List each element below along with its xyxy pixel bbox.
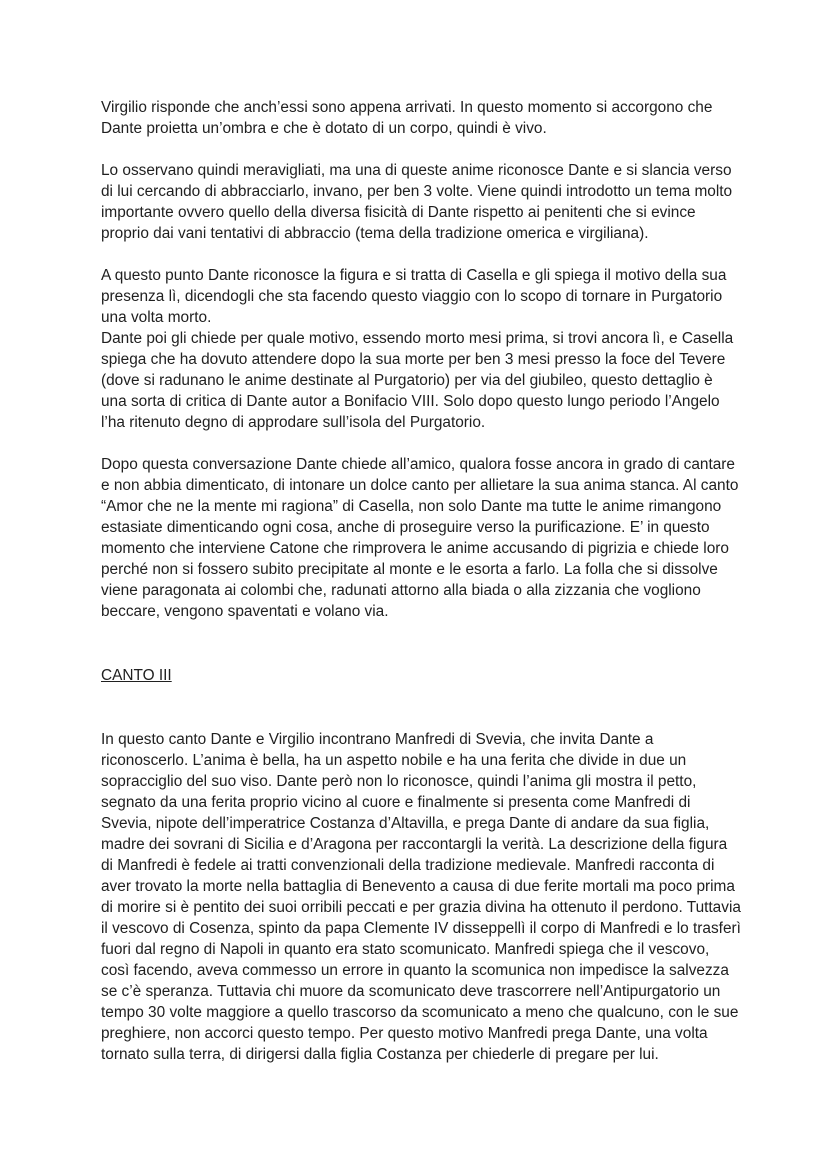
paragraph-manfredi: In questo canto Dante e Virgilio incontrano Manfredi di Svevia, che invita Dante a riconoscerlo. L’anima è bella, ha un aspetto nobile e ha una ferita che divide in due un sopracciglio del suo viso. Dante però non lo riconosce, quindi l’anima gli mostra il petto, segnato da una ferita proprio vicino al cuore e finalmente si presenta come Manfredi di Svevia, nipote dell’imperatrice Costanza d’Altavilla, e prega Dante di andare da sua figlia, madre dei sovrani di Sicilia e d’Aragona per raccontargli la verità. La descrizione della figura di Manfredi è fedele ai tratti convenzionali della tradizione medievale. Manfredi racconta di aver trovato la morte nella battaglia di Benevento a causa di due ferite mortali ma poco prima di morire si è pentito dei suoi orribili peccati e per grazia divina ha ottenuto il perdono. Tuttavia il vescovo di Cosenza, spinto da papa Clemente IV disseppellì il corpo di Manfredi e lo trasferì fuori dal regno di Napoli in quanto era stato scomunicato. Manfredi spiega che il vescovo, così facendo, aveva commesso un errore in quanto la scomunica non impedisce la salvezza se c’è speranza. Tuttavia chi muore da scomunicato deve trascorrere nell’Antipurgatorio un tempo 30 volte maggiore a quello trascorso da scomunicato a meno che qualcuno, con le sue preghiere, non accorci questo tempo. Per questo motivo Manfredi prega Dante, una volta tornato sulla terra, di dirigersi dalla figlia Costanza per chiederle di pregare per lui. xyxy=(101,731,741,1063)
paragraph-casella-riconosciuto: A questo punto Dante riconosce la figura e si tratta di Casella e gli spiega il motivo della sua presenza lì, dicendogli che sta facendo questo viaggio con lo scopo di tornare in Purgatorio una volta morto. xyxy=(101,267,727,326)
paragraph-canto-catone: Dopo questa conversazione Dante chiede all’amico, qualora fosse ancora in grado di cantare e non abbia dimenticato, di intonare un dolce canto per allietare la sua anima stanca. Al canto “Amor che ne la mente mi ragiona” di Casella, non solo Dante ma tutte le anime rimangono estasiate dimenticando ogni cosa, anche di proseguire verso la purificazione. E’ in questo momento che interviene Catone che rimprovera le anime accusando di pigrizia e chiede loro perché non si fossero subito precipitate al monte e le esorta a farlo. La folla che si dissolve viene paragonata ai colombi che, radunati attorno alla biada o alla zizzania che vogliono beccare, vengono spaventati e volano via. xyxy=(101,456,739,620)
paragraph-casella-giubileo: Dante poi gli chiede per quale motivo, essendo morto mesi prima, si trovi ancora lì, e Casella spiega che ha dovuto attendere dopo la sua morte per ben 3 mesi presso la foce del Tevere (dove si radunano le anime destinate al Purgatorio) per via del giubileo, questo dettaglio è una sorta di critica di Dante autor a Bonifacio VIII. Solo dopo questo lungo periodo l’Angelo l’ha ritenuto degno di approdare sull’isola del Purgatorio. xyxy=(101,330,734,431)
section-spacer xyxy=(101,686,741,729)
paragraph-meraviglia-anime: Lo osservano quindi meravigliati, ma una di queste anime riconosce Dante e si slancia verso di lui cercando di abbracciarlo, invano, per ben 3 volte. Viene quindi introdotto un tema molto importante ovvero quello della diversa fisicità di Dante rispetto ai penitenti che si evince proprio dai vani tentativi di abbraccio (tema della tradizione omerica e virgiliana). xyxy=(101,162,733,242)
section-heading-canto-iii: CANTO III xyxy=(101,667,172,684)
document-page xyxy=(101,97,741,1086)
paragraph-virgilio-risponde: Virgilio risponde che anch’essi sono appena arrivati. In questo momento si accorgono che Dante proietta un’ombra e che è dotato di un corpo, quindi è vivo. xyxy=(101,99,713,137)
